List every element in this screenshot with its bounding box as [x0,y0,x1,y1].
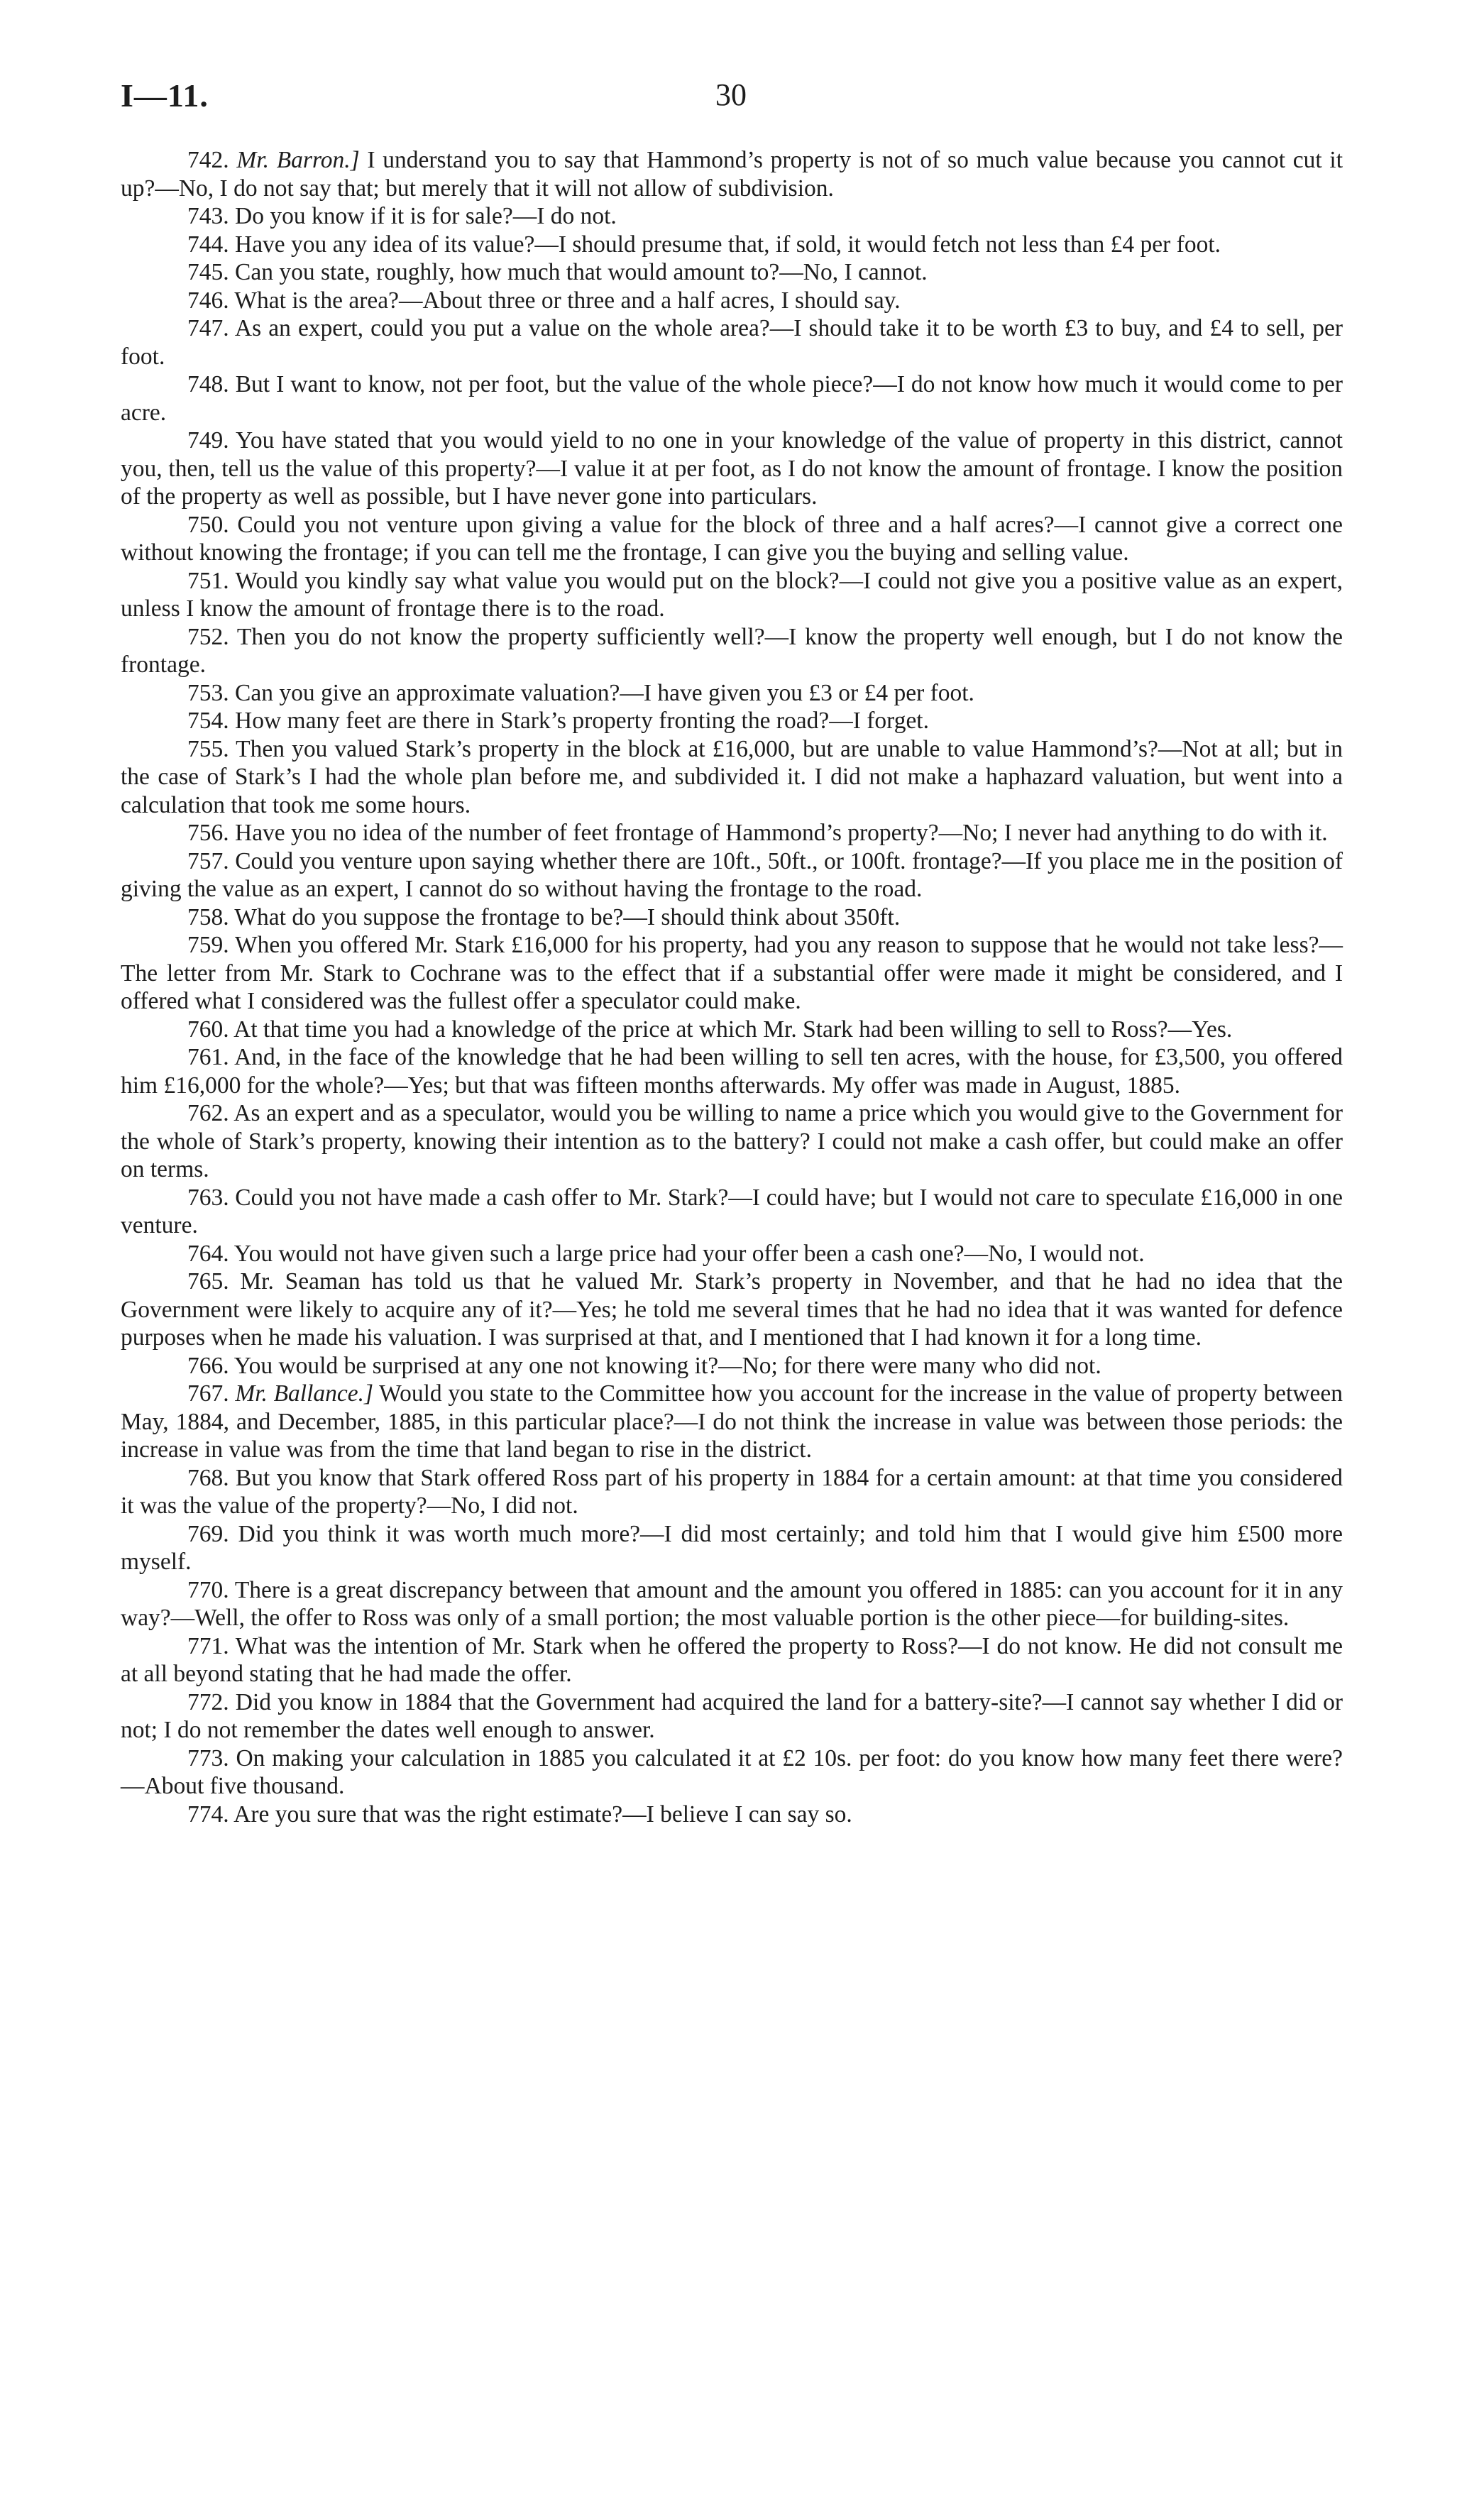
question-answer-text: Did you know in 1884 that the Government had acquired the land for a battery-site?—I cannot say whether I did or not; I do not remember the dates well enough to answer. [121,1688,1343,1743]
question-number: 754. [187,708,229,734]
question-number: 755. [187,735,229,762]
question-number: 747. [187,315,229,341]
question-number: 748. [187,371,229,397]
qa-entry [121,847,1343,903]
qa-entry [121,1688,1343,1744]
question-answer-text: When you offered Mr. Stark £16,000 for his property, had you any reason to suppose that he would not take less?—The letter from Mr. Stark to Cochrane was to the effect that if a substantial offer were made it might be considered, and I offered what I considered was the fullest offer a speculator could make. [121,932,1343,1014]
question-answer-text: Could you not have made a cash offer to Mr. Stark?—I could have; but I would not care to speculate £16,000 in one venture. [121,1184,1343,1238]
speaker-name: Mr. Barron.] [236,147,360,173]
question-answer-text: How many feet are there in Stark’s property fronting the road?—I forget. [235,708,929,734]
question-answer-text: At that time you had a knowledge of the price at which Mr. Stark had been willing to sell to Ross?—Yes. [233,1016,1233,1043]
evidence-transcript [121,146,1343,1828]
question-answer-text: What do you suppose the frontage to be?—I should think about 350ft. [234,903,901,930]
question-answer-text: What was the intention of Mr. Stark when he offered the property to Ross?—I do not know. He did not consult me at all beyond stating that he had made the offer. [121,1632,1343,1687]
question-answer-text: As an expert and as a speculator, would you be willing to name a price which you would give to the Government for the whole of Stark’s property, knowing their intention as to the battery? I could not make a cash offer, but could make an offer on terms. [121,1100,1343,1182]
question-answer-text: Are you sure that was the right estimate?—I believe I can say so. [233,1801,852,1828]
qa-entry [121,735,1343,820]
question-answer-text: I understand you to say that Hammond’s property is not of so much value because you cannot cut it up?—No, I do not say that; but merely that it will not allow of subdivision. [121,147,1343,202]
speaker-name: Mr. Ballance.] [235,1380,374,1407]
qa-entry [121,231,1343,259]
question-answer-text: You have stated that you would yield to no one in your knowledge of the value of property in this district, cannot you, then, tell us the value of this property?—I value it at per foot, as I do not know the amount of frontage. I know the position of the property as well as possible, but I have never gone into particulars. [121,427,1343,510]
qa-entry [121,1240,1343,1268]
question-answer-text: Then you valued Stark’s property in the block at £16,000, but are unable to value Hammond’s?—Not at all; but in the case of Stark’s I had the whole plan before me, and subdivided it. I did not make a haphazard valuation, but went into a calculation that took me some hours. [121,735,1343,818]
question-answer-text: Can you give an approximate valuation?—I have given you £3 or £4 per foot. [235,679,974,706]
qa-entry [121,1744,1343,1801]
question-answer-text: There is a great discrepancy between that amount and the amount you offered in 1885: can you account for it in any way?—Well, the offer to Ross was only of a small portion; the most valuable portion is the other piece—for building-sites. [121,1576,1343,1631]
question-number: 773. [187,1744,229,1771]
qa-entry [121,931,1343,1016]
qa-entry [121,1184,1343,1240]
qa-entry [121,623,1343,679]
question-number: 751. [187,567,229,594]
qa-entry [121,1380,1343,1464]
question-number: 761. [187,1044,229,1070]
question-number: 771. [187,1632,229,1659]
page-number: 30 [715,77,747,112]
question-answer-text: Did you think it was worth much more?—I did most certainly; and told him that I would give him £500 more myself. [121,1520,1343,1575]
question-answer-text: As an expert, could you put a value on the whole area?—I should take it to be worth £3 to buy, and £4 to sell, per foot. [121,315,1343,370]
question-answer-text: Could you not venture upon giving a value for the block of three and a half acres?—I cannot give a correct one without knowing the frontage; if you can tell me the frontage, I can give you the buying and selling value. [121,511,1343,566]
qa-entry [121,370,1343,427]
question-number: 746. [187,287,229,314]
qa-entry [121,314,1343,370]
question-answer-text: What is the area?—About three or three and a half acres, I should say. [234,287,901,314]
qa-entry [121,903,1343,932]
question-answer-text: Have you no idea of the number of feet frontage of Hammond’s property?—No; I never had anything to do with it. [235,820,1328,846]
question-answer-text: Have you any idea of its value?—I should presume that, if sold, it would fetch not less than £4 per foot. [235,231,1221,258]
question-answer-text: But you know that Stark offered Ross part of his property in 1884 for a certain amount: at that time you considered it was the value of the property?—No, I did not. [121,1464,1343,1519]
question-answer-text: Would you kindly say what value you would put on the block?—I could not give you a positive value as an expert, unless I know the amount of frontage there is to the road. [121,567,1343,622]
qa-entry [121,146,1343,202]
question-number: 757. [187,847,229,874]
question-answer-text: But I want to know, not per foot, but the value of the whole piece?—I do not know how much it would come to per acre. [121,371,1343,426]
qa-entry [121,707,1343,735]
qa-entry [121,511,1343,567]
qa-entry [121,1632,1343,1688]
question-answer-text: Could you venture upon saying whether there are 10ft., 50ft., or 100ft. frontage?—If you place me in the position of giving the value as an expert, I cannot do so without having the frontage to the road. [121,847,1343,902]
qa-entry [121,567,1343,623]
question-number: 756. [187,820,229,846]
question-answer-text: You would not have given such a large price had your offer been a cash one?—No, I would not. [233,1240,1145,1267]
question-answer-text: Then you do not know the property sufficiently well?—I know the property well enough, but I do not know the frontage. [121,623,1343,678]
question-number: 742. [187,147,229,173]
question-answer-text: Do you know if it is for sale?—I do not. [235,203,617,229]
question-number: 744. [187,231,229,258]
question-number: 750. [187,511,229,538]
question-answer-text: Would you state to the Committee how you account for the increase in the value of property between May, 1884, and December, 1885, in this particular place?—I do not think the increase in value was between those periods: the increase in value was from the time that land began to rise in the district. [121,1380,1343,1463]
question-number: 743. [187,203,229,229]
question-number: 753. [187,679,229,706]
question-number: 762. [187,1100,229,1126]
question-number: 766. [187,1352,229,1379]
qa-entry [121,1520,1343,1576]
question-answer-text: Mr. Seaman has told us that he valued Mr. Stark’s property in November, and that he had no idea that the Government were likely to acquire any of it?—Yes; he told me several times that he had no idea that it was wanted for defence purposes when he made his valuation. I was surprised at that, and I mentioned that I had known it for a long time. [121,1268,1343,1351]
page-header [121,77,1341,119]
question-number: 769. [187,1520,229,1547]
qa-entry [121,679,1343,708]
question-answer-text: Can you state, roughly, how much that would amount to?—No, I cannot. [235,259,928,285]
qa-entry [121,1801,1343,1829]
question-answer-text: You would be surprised at any one not knowing it?—No; for there were many who did not. [233,1352,1101,1379]
qa-entry [121,258,1343,287]
question-number: 759. [187,932,229,958]
question-number: 772. [187,1688,229,1715]
question-number: 745. [187,259,229,285]
question-number: 758. [187,903,229,930]
question-number: 774. [187,1801,229,1828]
question-number: 770. [187,1576,229,1603]
qa-entry [121,1464,1343,1520]
question-number: 752. [187,623,229,650]
qa-entry [121,1352,1343,1380]
qa-entry [121,1099,1343,1184]
qa-entry [121,202,1343,231]
question-number: 749. [187,427,229,454]
question-number: 767. [187,1380,229,1407]
question-number: 760. [187,1016,229,1043]
qa-entry [121,1268,1343,1352]
qa-entry [121,1016,1343,1044]
question-number: 768. [187,1464,229,1491]
question-number: 763. [187,1184,229,1211]
question-answer-text: On making your calculation in 1885 you calculated it at £2 10s. per foot: do you know how many feet there were?—About five thousand. [121,1744,1343,1799]
question-answer-text: And, in the face of the knowledge that he had been willing to sell ten acres, with the house, for £3,500, you offered him £16,000 for the whole?—Yes; but that was fifteen months afterwards. My offer was made in August, 1885. [121,1044,1343,1099]
sheet-reference: I—11. [121,77,209,114]
question-number: 765. [187,1268,229,1295]
question-number: 764. [187,1240,229,1267]
qa-entry [121,427,1343,511]
qa-entry [121,1576,1343,1632]
qa-entry [121,1043,1343,1099]
qa-entry [121,287,1343,315]
qa-entry [121,819,1343,847]
